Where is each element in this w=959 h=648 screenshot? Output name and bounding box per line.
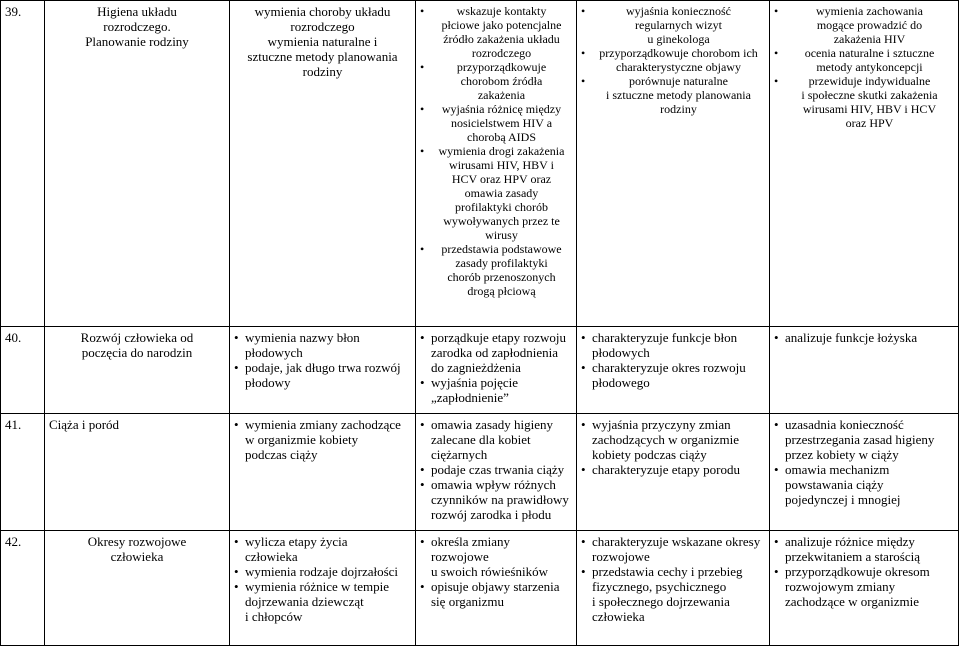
extended-requirements	[416, 414, 577, 531]
list-item: • charakteryzuje etapy porodu	[581, 462, 765, 477]
table-row-40	[1, 327, 959, 414]
list-item: • analizuje różnice między przekwitaniem a starością	[774, 534, 954, 564]
list-item: • charakteryzuje funkcje błon płodowych	[581, 330, 765, 360]
list-item: • porządkuje etapy rozwoju zarodka od zapłodnienia do zagnieżdżenia	[420, 330, 572, 375]
extended-requirements	[416, 327, 577, 414]
excellent-requirements	[770, 1, 959, 327]
list-item: • omawia zasady higieny zalecane dla kobiet ciężarnych	[420, 417, 572, 462]
basic-requirements: wymienia choroby układu rozrodczego wymienia naturalne i sztuczne metody planowania rodziny	[230, 1, 416, 327]
list-item: • przyporządkowuje chorobom ich charakterystyczne objawy	[581, 46, 765, 74]
extended-requirements	[416, 531, 577, 646]
table-row-39	[1, 1, 959, 327]
lesson-topic: Ciąża i poród	[45, 414, 230, 531]
list-item: • porównuje naturalne i sztuczne metody planowania rodziny	[581, 74, 765, 116]
list-item: • przyporządkowuje chorobom źródła zakażenia	[420, 60, 572, 102]
advanced-requirements	[577, 327, 770, 414]
list-item: • wskazuje kontakty płciowe jako potencjalne źródło zakażenia układu rozrodczego	[420, 4, 572, 60]
list-item: • uzasadnia konieczność przestrzegania zasad higieny przez kobiety w ciąży	[774, 417, 954, 462]
list-item: • wyjaśnia konieczność regularnych wizyt u ginekologa	[581, 4, 765, 46]
list-item: • przewiduje indywidualne i społeczne skutki zakażenia wirusami HIV, HBV i HCV oraz HPV	[774, 74, 954, 130]
list-item: • przedstawia cechy i przebieg fizycznego, psychicznego i społecznego dojrzewania człowieka	[581, 564, 765, 624]
advanced-requirements	[577, 531, 770, 646]
basic-requirements	[230, 531, 416, 646]
list-item: • wymienia rodzaje dojrzałości	[234, 564, 411, 579]
basic-requirements	[230, 414, 416, 531]
lesson-number: 42.	[1, 531, 45, 646]
list-item: • przedstawia podstawowe zasady profilaktyki chorób przenoszonych drogą płciową	[420, 242, 572, 298]
list-item: • ocenia naturalne i sztuczne metody antykoncepcji	[774, 46, 954, 74]
list-item: • omawia mechanizm powstawania ciąży pojedynczej i mnogiej	[774, 462, 954, 507]
lesson-number: 39.	[1, 1, 45, 327]
lesson-topic: Rozwój człowieka od poczęcia do narodzin	[45, 327, 230, 414]
list-item: • wyjaśnia różnicę między nosicielstwem HIV a chorobą AIDS	[420, 102, 572, 144]
list-item: • charakteryzuje wskazane okresy rozwojowe	[581, 534, 765, 564]
excellent-requirements	[770, 414, 959, 531]
list-item: • wymienia drogi zakażenia wirusami HIV, HBV i HCV oraz HPV oraz omawia zasady profilaktyki chorób wywoływanych przez te wirusy	[420, 144, 572, 242]
list-item: • analizuje funkcje łożyska	[774, 330, 954, 345]
table-row-41	[1, 414, 959, 531]
lesson-number: 40.	[1, 327, 45, 414]
list-item: • przyporządkowuje okresom rozwojowym zmiany zachodzące w organizmie	[774, 564, 954, 609]
list-item: • charakteryzuje okres rozwoju płodowego	[581, 360, 765, 390]
table-body	[1, 1, 959, 646]
advanced-requirements	[577, 1, 770, 327]
list-item: • opisuje objawy starzenia się organizmu	[420, 579, 572, 609]
list-item: • podaje czas trwania ciąży	[420, 462, 572, 477]
basic-requirements	[230, 327, 416, 414]
list-item: • wyjaśnia pojęcie „zapłodnienie”	[420, 375, 572, 405]
lesson-topic: Okresy rozwojowe człowieka	[45, 531, 230, 646]
list-item: • wymienia zmiany zachodzące w organizmie kobiety podczas ciąży	[234, 417, 411, 462]
table-row-42	[1, 531, 959, 646]
list-item: • omawia wpływ różnych czynników na prawidłowy rozwój zarodka i płodu	[420, 477, 572, 522]
lesson-topic: Higiena układu rozrodczego. Planowanie rodziny	[45, 1, 230, 327]
list-item: • wymienia nazwy błon płodowych	[234, 330, 411, 360]
advanced-requirements	[577, 414, 770, 531]
list-item: • wymienia zachowania mogące prowadzić do zakażenia HIV	[774, 4, 954, 46]
list-item: • wylicza etapy życia człowieka	[234, 534, 411, 564]
list-item: • podaje, jak długo trwa rozwój płodowy	[234, 360, 411, 390]
list-item: • wyjaśnia przyczyny zmian zachodzących w organizmie kobiety podczas ciąży	[581, 417, 765, 462]
lesson-number: 41.	[1, 414, 45, 531]
excellent-requirements	[770, 327, 959, 414]
list-item: • określa zmiany rozwojowe u swoich rówieśników	[420, 534, 572, 579]
extended-requirements	[416, 1, 577, 327]
excellent-requirements	[770, 531, 959, 646]
list-item: • wymienia różnice w tempie dojrzewania dziewcząt i chłopców	[234, 579, 411, 624]
